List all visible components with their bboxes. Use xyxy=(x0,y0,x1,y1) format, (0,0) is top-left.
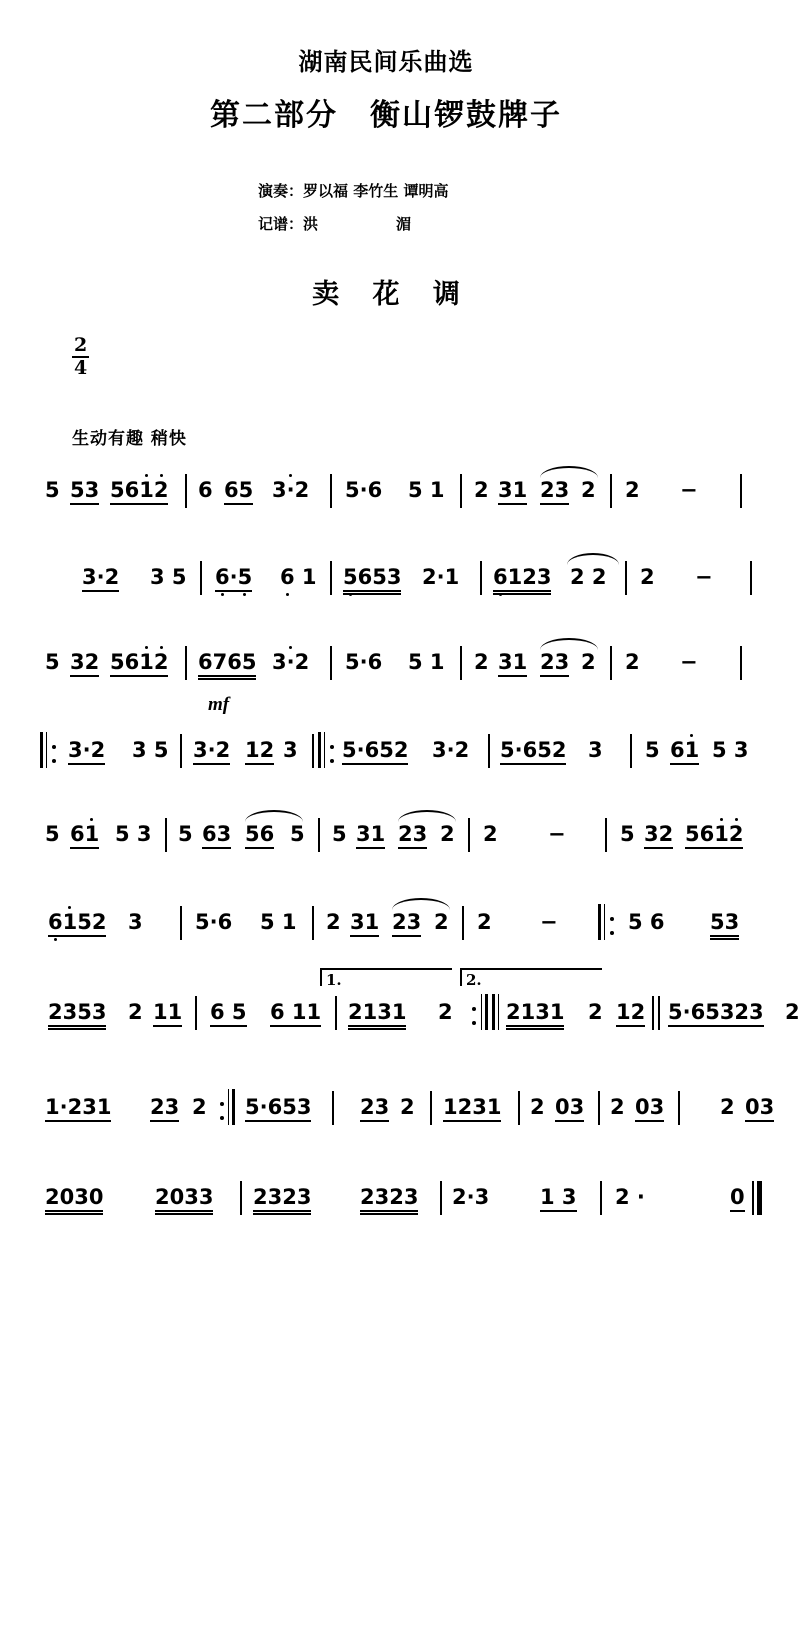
score-row-6: 6152 3 5·6 5 1 2 31 23 2 2 − 5 6 53 xyxy=(40,910,740,954)
first-ending-bracket xyxy=(320,968,452,989)
performers-line xyxy=(258,180,453,201)
tempo-marking: 生动有趣 稍快 xyxy=(72,429,187,449)
score-row-4: 3·2 3 5 3·2 12 3 5·652 3·2 5·652 3 5 61 5 3 xyxy=(40,738,740,782)
song-title: 卖 花 调 xyxy=(312,279,472,310)
score-row-5: 5 61 5 3 5 63 56 5 5 31 23 2 2 − 5 32 5612 xyxy=(40,822,740,866)
notation-label: 记谱： xyxy=(258,215,304,233)
performers-label: 演奏： xyxy=(258,182,304,200)
time-signature-denominator: 4 xyxy=(74,357,88,379)
score-row-3: 5 32 5612 6765 3·2 5·6 5 1 2 31 23 2 2 − xyxy=(40,650,740,694)
second-ending-label: 2. xyxy=(466,971,482,989)
credits-block xyxy=(258,180,453,246)
page-title: 第二部分 衡山锣鼓牌子 xyxy=(210,98,562,133)
score-row-8: 1·231 23 2 5·653 23 2 1231 2 03 2 03 2 03 xyxy=(40,1095,740,1139)
time-signature xyxy=(72,336,89,378)
first-ending-label: 1. xyxy=(326,971,342,989)
time-signature-numerator: 2 xyxy=(74,334,88,356)
score-row-7: 2353 2 11 6 5 6 11 2131 2 2131 2 12 5·65323 2 xyxy=(40,1000,740,1044)
notation-name-second: 湄 xyxy=(396,215,412,233)
notation-name-first: 洪 xyxy=(303,215,319,233)
notation-line xyxy=(258,213,453,234)
performers-names: 罗以福 李竹生 谭明高 xyxy=(303,182,449,200)
score-row-2: 3·2 3 5 6·5 6 1 5653 2·1 6123 2 2 2 − xyxy=(40,565,740,609)
second-ending-bracket xyxy=(460,968,602,989)
dynamic-marking: mf xyxy=(208,694,230,715)
score-row-1: 5 53 5612 6 65 3·2 5·6 5 1 2 31 23 2 2 − xyxy=(40,478,740,522)
score-row-9: 2030 2033 2323 2323 2·3 1 3 2 · 0 xyxy=(40,1185,740,1229)
collection-title: 湖南民间乐曲选 xyxy=(298,47,474,76)
